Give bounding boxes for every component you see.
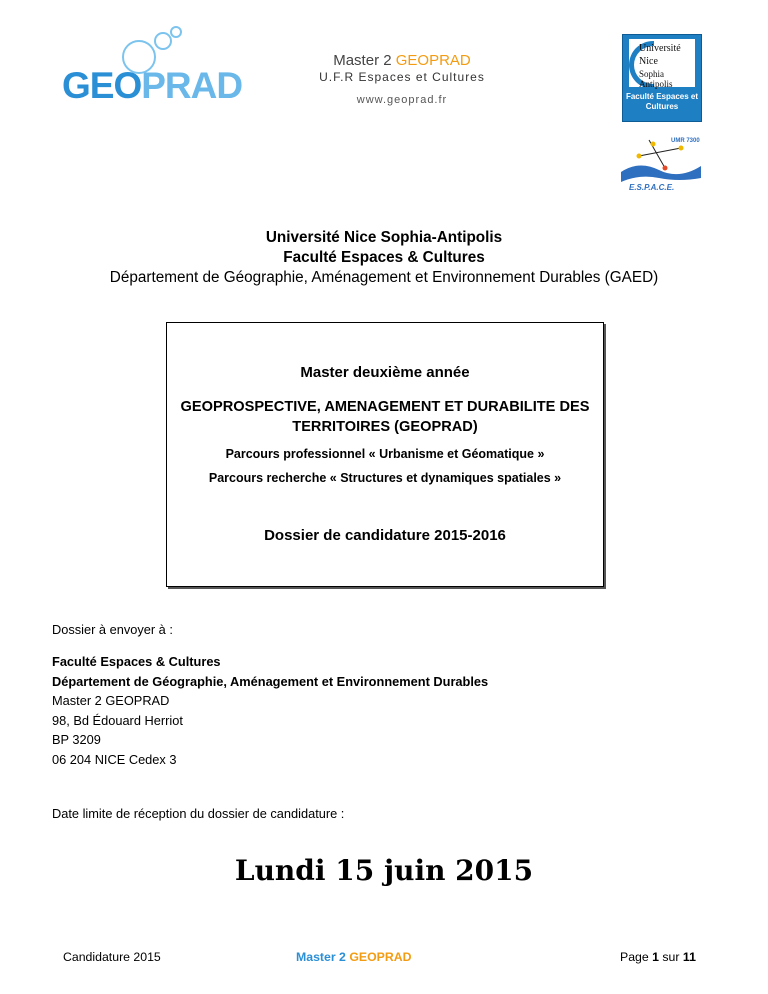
page-prefix: Page (620, 950, 653, 964)
program-title (167, 397, 603, 437)
footer-left: Candidature 2015 (63, 950, 161, 964)
espace-logo-graphic (619, 134, 703, 192)
university-logo (622, 34, 702, 122)
bubble-icon (170, 26, 182, 38)
address-label: Dossier à envoyer à : (52, 622, 173, 637)
university-name: Université Nice Sophia-Antipolis (265, 229, 503, 246)
espace-name-label: E.S.P.A.C.E. (629, 183, 675, 192)
university-logo-inner (629, 39, 695, 87)
program-level: Master deuxième année (300, 364, 470, 381)
page-separator: sur (658, 950, 683, 964)
page-number (620, 950, 696, 964)
deadline-label: Date limite de réception du dossier de candidature : (52, 806, 345, 821)
dossier-title: Dossier de candidature 2015-2016 (264, 527, 506, 544)
program-name: GEOPRAD (395, 52, 471, 69)
header-banner (52, 22, 706, 114)
address-city: 06 204 NICE Cedex 3 (52, 751, 177, 767)
program-title-line1: GEOPROSPECTIVE, AMENAGEMENT ET DURABILITE DES (180, 399, 590, 415)
uns-logo-line3: Sophia Antipolis (639, 69, 673, 89)
banner-program-title (302, 52, 502, 69)
uns-logo-line1: Université (639, 43, 681, 54)
address-program: Master 2 GEOPRAD (52, 693, 170, 708)
logo-word-left: GEO (62, 65, 142, 106)
address-bp: BP 3209 (52, 732, 101, 747)
espace-logo (619, 134, 703, 192)
footer-program-prefix: Master 2 (296, 950, 350, 964)
bubble-icon (154, 32, 172, 50)
track-professional: Parcours professionnel « Urbanisme et Géomatique » (225, 447, 545, 461)
page-current: 1 (652, 950, 659, 964)
address-department: Département de Géographie, Aménagement et Environnement Durables (52, 673, 489, 689)
footer-program-name: GEOPRAD (349, 950, 412, 964)
banner-program-info (302, 52, 502, 106)
geoprad-logo-word (62, 65, 242, 107)
deadline-date: Lundi 15 juin 2015 (234, 854, 534, 887)
uns-logo-faculty: Faculté Espaces et Cultures (625, 92, 699, 111)
banner-ufr: U.F.R Espaces et Cultures (319, 70, 485, 84)
program-title-line2: TERRITOIRES (GEOPRAD) (292, 419, 478, 435)
faculty-name: Faculté Espaces & Cultures (283, 249, 485, 266)
address-street: 98, Bd Édouard Herriot (52, 712, 183, 728)
institution-header (0, 228, 768, 288)
geoprad-logo (52, 22, 272, 114)
program-box (166, 322, 604, 587)
uns-logo-line2: Nice (639, 56, 658, 67)
banner-website: www.geoprad.fr (356, 94, 448, 106)
logo-word-right: PRAD (141, 65, 243, 106)
address-faculty: Faculté Espaces & Cultures (52, 654, 221, 669)
track-research: Parcours recherche « Structures et dynamiques spatiales » (208, 471, 562, 485)
espace-umr-label: UMR 7300 (671, 138, 700, 144)
footer-center (296, 950, 412, 964)
program-prefix: Master 2 (333, 52, 396, 69)
department-name: Département de Géographie, Aménagement et Environnement Durables (GAED) (109, 269, 659, 286)
page-total: 11 (682, 950, 696, 964)
mailing-address (52, 652, 488, 769)
